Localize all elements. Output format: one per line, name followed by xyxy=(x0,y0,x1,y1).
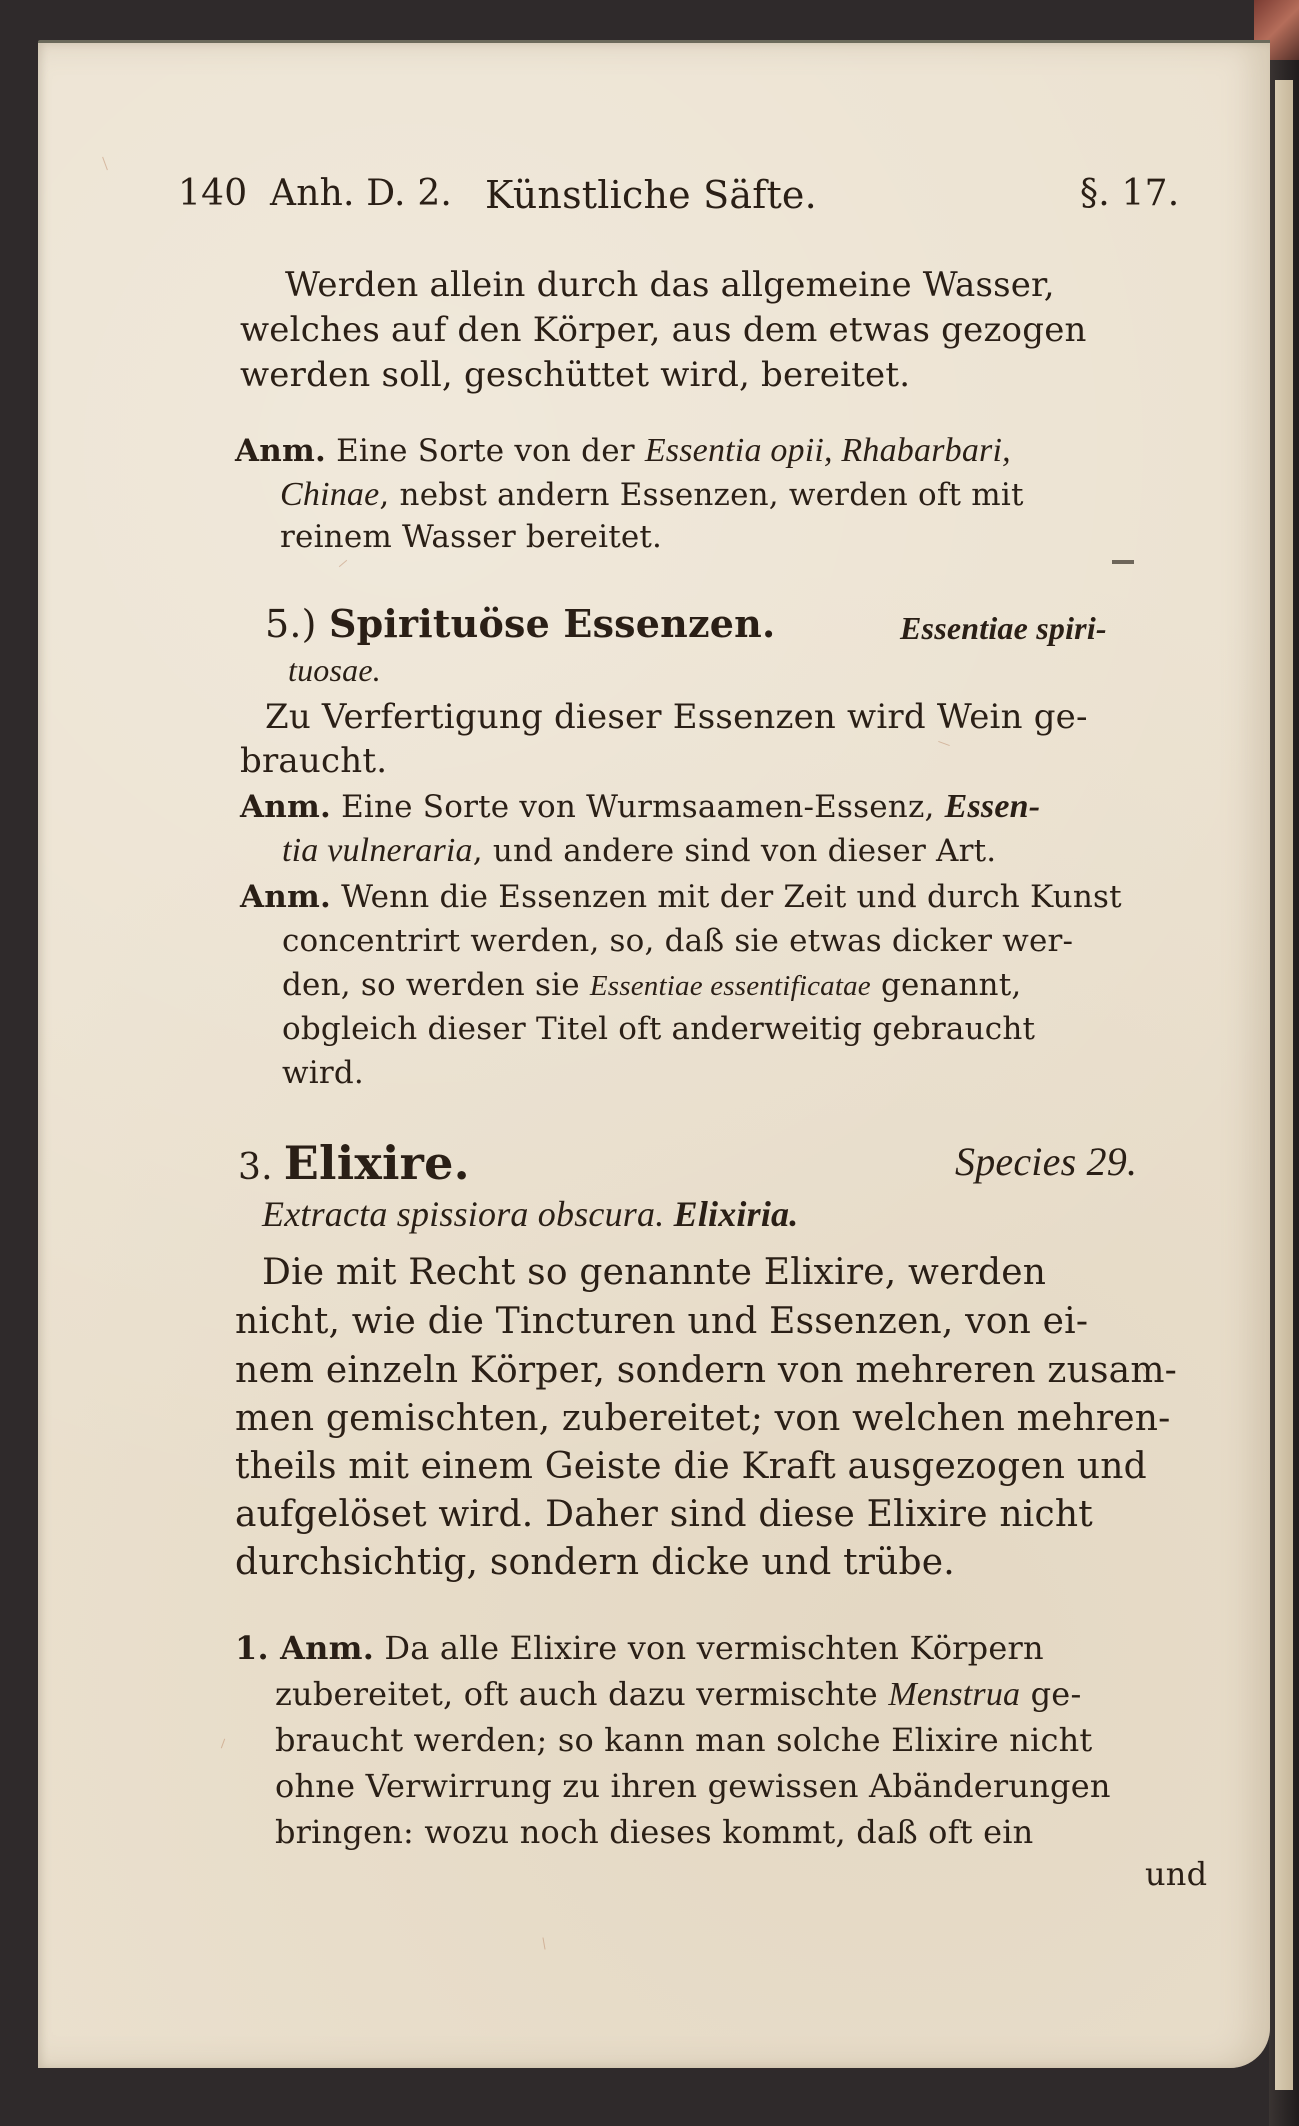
section-5-heading xyxy=(265,601,776,646)
note-label: Anm. xyxy=(240,789,331,825)
section-5-latin-cont: tuosae. xyxy=(288,652,381,688)
latin-term: Menstrua xyxy=(888,1676,1021,1713)
note-4-line: bringen: wozu noch dieses kommt, daß oft ein xyxy=(275,1813,1034,1851)
running-title: Künstliche Säfte. xyxy=(485,173,817,217)
paragraph-line: welches auf den Körper, aus dem etwas gezogen xyxy=(240,310,1087,350)
note-3-line: concentrirt werden, so, daß sie etwas dicker wer- xyxy=(282,923,1074,959)
note-2: Anm. Eine Sorte von Wurmsaamen-Essenz, Essen- xyxy=(240,788,1041,825)
note-3-line: den, so werden sie Essentiae essentificatae genannt, xyxy=(282,967,1022,1003)
section-number: 5.) xyxy=(265,602,317,646)
section-title: Elixire. xyxy=(283,1136,470,1190)
paragraph-line: werden soll, geschüttet wird, bereitet. xyxy=(240,355,911,395)
note-label: Anm. xyxy=(240,879,331,915)
note-4: 1. Anm. Da alle Elixire von vermischten Körpern xyxy=(235,1629,1044,1667)
printer-mark xyxy=(1112,560,1134,564)
latin-term: Essentia opii, Rhabarbari, xyxy=(644,432,1011,469)
note-label: Anm. xyxy=(235,433,326,469)
paragraph-line: durchsichtig, sondern dicke und trübe. xyxy=(235,1542,955,1583)
latin-term: Essentiae essentificatae xyxy=(589,970,871,1002)
note-3-line: obgleich dieser Titel oft anderweitig gebraucht xyxy=(282,1011,1036,1047)
paragraph-line: men gemischten, zubereitet; von welchen mehren- xyxy=(235,1398,1171,1439)
paragraph-line: theils mit einem Geiste die Kraft ausgezogen und xyxy=(235,1446,1147,1487)
paragraph-line: Zu Verfertigung dieser Essenzen wird Wein ge- xyxy=(265,697,1088,737)
next-page-edge xyxy=(1275,80,1293,2090)
page-number: 140 xyxy=(178,173,248,214)
note-1: Anm. Eine Sorte von der Essentia opii, Rhabarbari, xyxy=(235,432,1011,469)
note-1-line: Chinae, nebst andern Essenzen, werden oft mit xyxy=(280,476,1024,513)
paragraph-line: nem einzeln Körper, sondern von mehreren zusam- xyxy=(235,1350,1178,1391)
paragraph-number: §. 17. xyxy=(1080,173,1180,214)
note-4-line: ohne Verwirrung zu ihren gewissen Abänderungen xyxy=(275,1767,1111,1805)
note-4-line: braucht werden; so kann man solche Elixire nicht xyxy=(275,1721,1093,1759)
latin-term: Essen- xyxy=(944,788,1041,825)
note-4-line: zubereitet, oft auch dazu vermischte Menstrua ge- xyxy=(275,1675,1082,1713)
section-5-latin: Essentiae spiri- xyxy=(900,610,1107,646)
paragraph-line: aufgelöset wird. Daher sind diese Elixire nicht xyxy=(235,1494,1093,1535)
section-3-heading xyxy=(238,1136,470,1190)
note-3: Anm. Wenn die Essenzen mit der Zeit und durch Kunst xyxy=(240,879,1122,915)
note-3-line: wird. xyxy=(282,1055,364,1091)
catchword: und xyxy=(1145,1855,1208,1893)
latin-term: tia vulneraria xyxy=(282,832,473,869)
note-label: 1. Anm. xyxy=(235,1629,375,1667)
latin-term: Chinae xyxy=(280,476,380,513)
note-1-line: reinem Wasser bereitet. xyxy=(280,519,663,555)
paragraph-line: Werden allein durch das allgemeine Wasser, xyxy=(285,265,1055,305)
section-number: 3. xyxy=(238,1147,273,1188)
paragraph-line: nicht, wie die Tincturen und Essenzen, von ei- xyxy=(235,1301,1089,1342)
section-3-latin: Extracta spissiora obscura. Elixiria. xyxy=(262,1194,799,1234)
species-reference: Species 29. xyxy=(955,1139,1138,1184)
section-reference: Anh. D. 2. xyxy=(270,173,453,214)
note-2-line: tia vulneraria, und andere sind von dieser Art. xyxy=(282,832,997,869)
paragraph-line: braucht. xyxy=(240,741,388,781)
paragraph-line: Die mit Recht so genannte Elixire, werden xyxy=(262,1252,1047,1293)
section-title: Spirituöse Essenzen. xyxy=(328,601,776,646)
